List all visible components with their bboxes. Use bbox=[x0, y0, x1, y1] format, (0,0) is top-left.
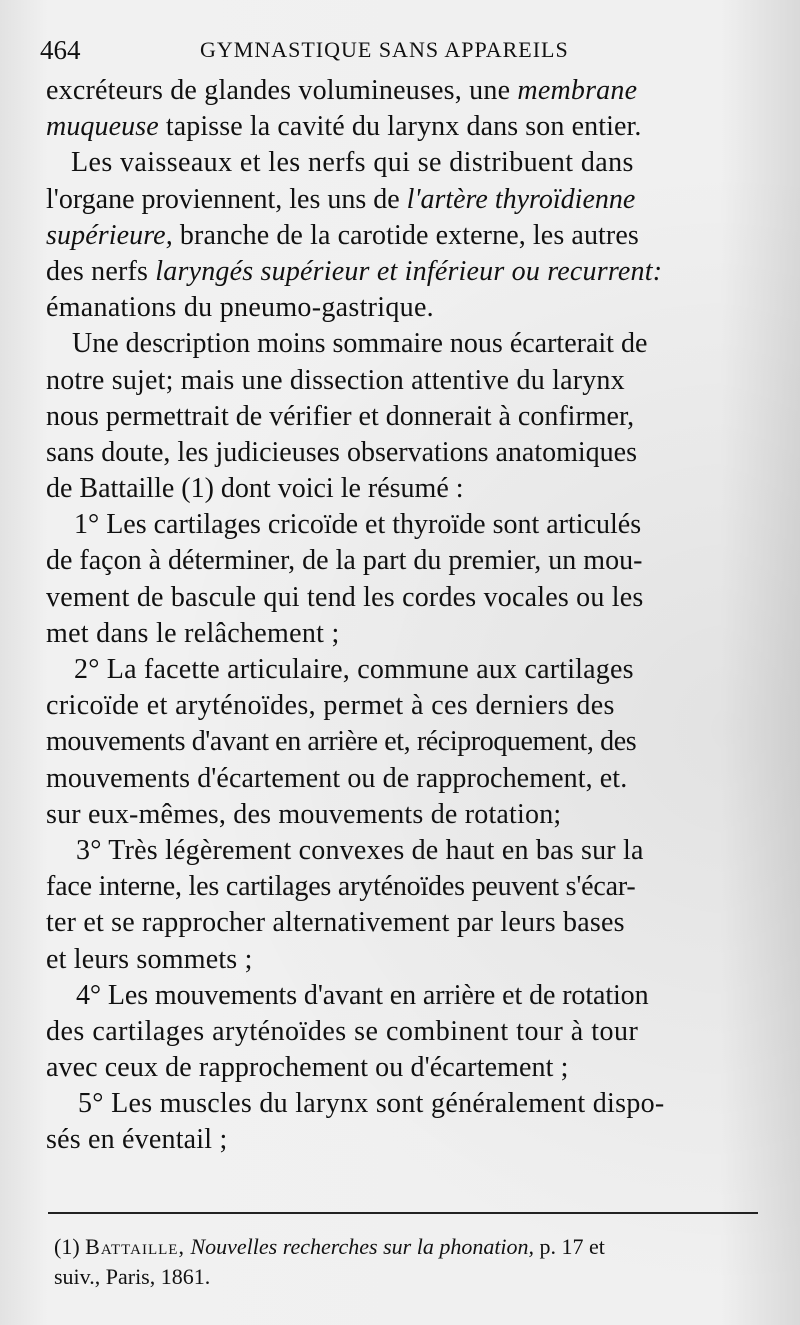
text-line: et leurs sommets ; bbox=[46, 943, 253, 975]
text-line: sans doute, les judicieuses observations anatomiques bbox=[46, 436, 637, 468]
text-line bbox=[46, 218, 758, 254]
text-line: Les vaisseaux et les nerfs qui se distribuent dans bbox=[71, 147, 634, 179]
text-line bbox=[46, 182, 758, 218]
footnote-rule bbox=[48, 1212, 758, 1214]
footnote-marker: (1) bbox=[54, 1234, 80, 1259]
text-line: avec ceux de rapprochement ou d'écartement ; bbox=[46, 1052, 569, 1084]
footnote-line: suiv., Paris, 1861. bbox=[54, 1264, 211, 1289]
text-line bbox=[46, 109, 758, 145]
text-line: de Battaille (1) dont voici le résumé : bbox=[46, 473, 464, 505]
italic-term: muqueuse bbox=[46, 111, 159, 143]
text-line: met dans le relâchement ; bbox=[46, 617, 340, 649]
text-line: nous permettrait de vérifier et donnerait à confirmer, bbox=[46, 400, 635, 432]
italic-term: membrane bbox=[517, 75, 638, 106]
text-line: sés en éventail ; bbox=[46, 1124, 228, 1156]
text-line: face interne, les cartilages aryténoïdes peuvent s'écar- bbox=[46, 871, 636, 903]
text-line: 3° Très légèrement convexes de haut en bas sur la bbox=[76, 834, 644, 866]
running-head bbox=[40, 30, 760, 70]
text-span: branche de la carotide externe, les autres bbox=[172, 219, 639, 251]
text-span: des nerfs bbox=[46, 255, 156, 287]
text-span: excréteurs de glandes volumineuses, une bbox=[46, 75, 518, 106]
italic-term: laryngés supérieur et inférieur ou recurrent: bbox=[155, 255, 663, 287]
text-line: cricoïde et aryténoïdes, permet à ces derniers des bbox=[46, 690, 615, 722]
italic-term: l'artère thyroïdienne bbox=[406, 183, 636, 215]
text-line: de façon à déterminer, de la part du premier, un mou- bbox=[46, 545, 643, 577]
footnote-title: Nouvelles recherches sur la phonation, bbox=[190, 1234, 535, 1259]
text-span: l'organe proviennent, les uns de bbox=[46, 183, 407, 215]
page-number: 464 bbox=[40, 35, 81, 65]
text-span: tapisse la cavité du larynx dans son entier. bbox=[158, 111, 642, 143]
footnote-reference: p. 17 et bbox=[539, 1234, 605, 1259]
body-text bbox=[46, 73, 758, 1159]
text-line: 1° Les cartilages cricoïde et thyroïde sont articulés bbox=[74, 509, 642, 541]
footnote bbox=[54, 1232, 764, 1292]
footnote-line bbox=[54, 1232, 764, 1262]
text-line bbox=[46, 254, 758, 290]
text-line: 5° Les muscles du larynx sont généralement dispo- bbox=[78, 1088, 665, 1120]
text-line: mouvements d'écartement ou de rapprochement, et. bbox=[46, 762, 628, 794]
footnote-author: Battaille, bbox=[85, 1234, 185, 1259]
text-line: notre sujet; mais une dissection attentive du larynx bbox=[46, 364, 625, 396]
italic-term: supérieure, bbox=[46, 219, 173, 251]
text-line: des cartilages aryténoïdes se combinent tour à tour bbox=[46, 1015, 639, 1047]
text-line: 2° La facette articulaire, commune aux cartilages bbox=[74, 654, 634, 685]
text-line: 4° Les mouvements d'avant en arrière et de rotation bbox=[76, 979, 649, 1011]
text-line: sur eux-mêmes, des mouvements de rotation; bbox=[46, 798, 562, 830]
text-line: vement de bascule qui tend les cordes vocales ou les bbox=[46, 581, 644, 613]
running-title: GYMNASTIQUE SANS APPAREILS bbox=[200, 37, 569, 62]
text-line bbox=[46, 73, 758, 109]
text-line: ter et se rapprocher alternativement par leurs bases bbox=[46, 907, 625, 939]
text-line: Une description moins sommaire nous écarterait de bbox=[72, 328, 648, 360]
text-line: émanations du pneumo-gastrique. bbox=[46, 292, 434, 324]
text-line: mouvements d'avant en arrière et, réciproquement, des bbox=[46, 726, 637, 758]
